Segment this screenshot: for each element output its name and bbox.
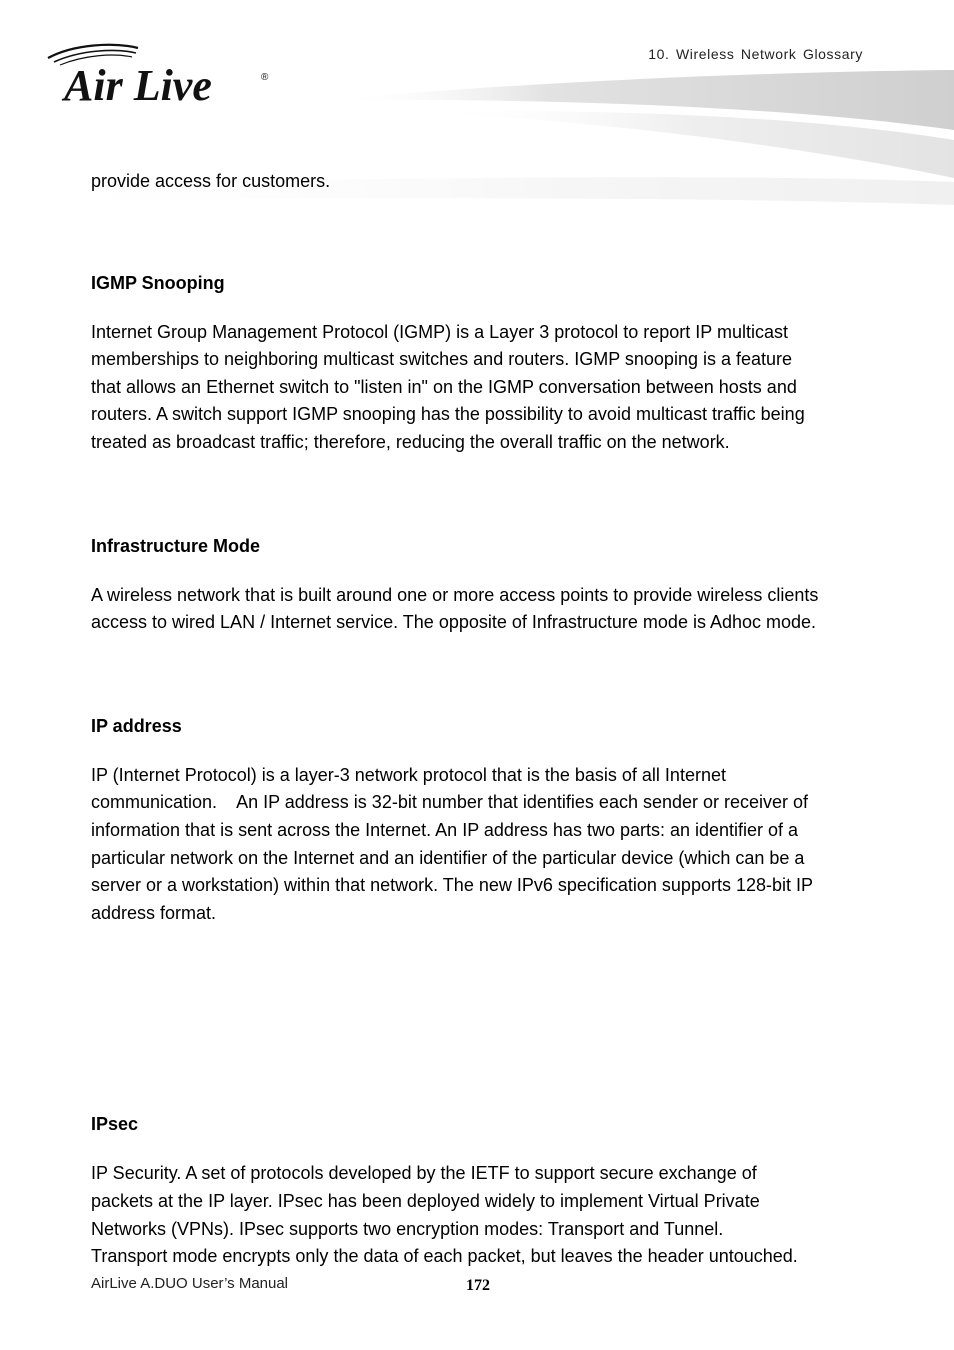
definition-line: memberships to neighboring multicast switches and routers. IGMP snooping is a feature: [91, 349, 793, 370]
term-heading-igmp-snooping: IGMP Snooping: [91, 272, 225, 293]
intro-text: provide access for customers.: [91, 171, 331, 191]
definition-line: that allows an Ethernet switch to "listen in" on the IGMP conversation between hosts and: [91, 376, 797, 397]
definition-line: access to wired LAN / Internet service. The opposite of Infrastructure mode is Adhoc mode.: [91, 612, 817, 633]
definition-line: Networks (VPNs). IPsec supports two encryption modes: Transport and Tunnel.: [91, 1218, 724, 1239]
glossary-content: [91, 168, 881, 1271]
definition-line: A wireless network that is built around one or more access points to provide wireless clients: [91, 584, 819, 605]
definition-line: IP Security. A set of protocols developed by the IETF to support secure exchange of: [91, 1163, 757, 1184]
definition-ip-address: [91, 762, 881, 928]
definition-line: address format.: [91, 902, 217, 923]
registered-mark: ®: [261, 72, 269, 83]
definition-line: packets at the IP layer. IPsec has been deployed widely to implement Virtual Private: [91, 1190, 760, 1211]
footer-manual-title: AirLive A.DUO User’s Manual: [91, 1275, 289, 1292]
definition-igmp-snooping: [91, 319, 881, 457]
airlive-logo: [44, 40, 276, 106]
definition-ipsec: [91, 1160, 881, 1270]
term-heading-ipsec: IPsec: [91, 1114, 139, 1135]
term-heading-ip-address: IP address: [91, 715, 182, 736]
definition-line: Internet Group Management Protocol (IGMP) is a Layer 3 protocol to report IP multicast: [91, 321, 788, 342]
chapter-title: 10. Wireless Network Glossary: [648, 46, 863, 62]
definition-line: IP (Internet Protocol) is a layer-3 network protocol that is the basis of all Internet: [91, 764, 726, 785]
definition-infrastructure-mode: [91, 582, 881, 637]
page-number: 172: [466, 1277, 490, 1294]
logo-wordmark: Air Live: [64, 61, 212, 106]
term-heading-infrastructure-mode: Infrastructure Mode: [91, 535, 261, 556]
definition-line: treated as broadcast traffic; therefore, reducing the overall traffic on the network.: [91, 431, 730, 452]
definition-line: Transport mode encrypts only the data of each packet, but leaves the header untouched.: [91, 1246, 798, 1267]
definition-line: particular network on the Internet and an identifier of the particular device (which can be a: [91, 847, 805, 868]
definition-line: server or a workstation) within that network. The new IPv6 specification supports 128-bit IP: [91, 875, 814, 896]
definition-line: routers. A switch support IGMP snooping has the possibility to avoid multicast traffic being: [91, 404, 805, 425]
definition-line: communication. An IP address is 32-bit number that identifies each sender or receiver of: [91, 792, 809, 813]
definition-line: information that is sent across the Internet. An IP address has two parts: an identifier of a: [91, 819, 799, 840]
